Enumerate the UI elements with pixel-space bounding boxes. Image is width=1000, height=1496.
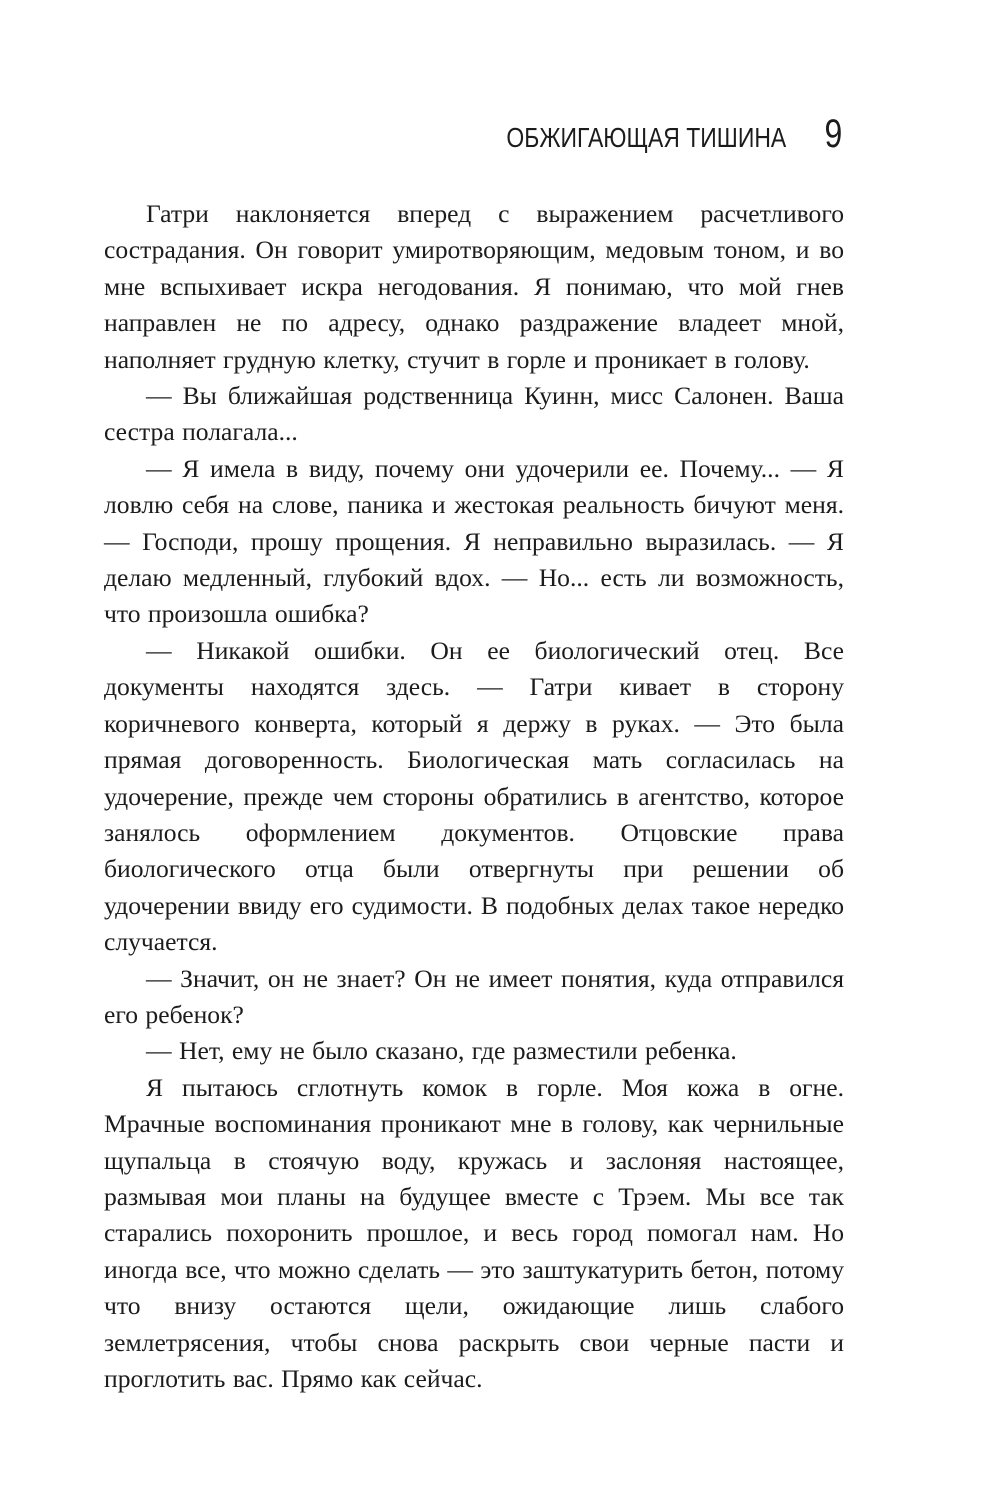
paragraph: Я пытаюсь сглотнуть комок в горле. Моя кожа в огне. Мрачные воспоминания проникают мне в голову, как чернильные щупальца в стоячую воду, кружась и заслоняя настоящее, размывая мои планы на будущее вместе с Трэем. Мы все так старались похоронить прошлое, и весь город помогал нам. Но иногда все, что можно сделать — это заштукатурить бетон, потому что внизу остаются щели, ожидающие лишь слабого землетрясения, чтобы снова раскрыть свои черные пасти и проглотить вас. Прямо как сейчас. [104,1072,844,1393]
paragraph: Гатри наклоняется вперед с выражением расчетливого сострадания. Он говорит умиротворяющим, медовым тоном, и во мне вспыхивает искра негодования. Я понимаю, что мой гнев направлен не по адресу, однако раздражение владеет мной, наполняет грудную клетку, стучит в горле и проникает в голову. [104,199,844,374]
paragraph: — Я имела в виду, почему они удочерили ее. Почему... — Я ловлю себя на слове, паника и жестокая реальность бичуют меня. — Господи, прошу прощения. Я неправильно выразилась. — Я делаю медленный, глубокий вдох. — Но... есть ли возможность, что произошла ошибка? [104,453,844,629]
body-text [104,196,844,1397]
paragraph: — Значит, он не знает? Он не имеет понятия, куда отправился его ребенок? [104,963,844,1029]
paragraph: — Никакой ошибки. Он ее биологический отец. Все документы находятся здесь. — Гатри кивает в сторону коричневого конверта, который я держу в руках. — Это была прямая договоренность. Биологическая мать согласилась на удочерение, прежде чем стороны обратились в агентство, которое занялось оформлением документов. Отцовские права биологического отца были отвергнуты при решении об удочерении ввиду его судимости. В подобных делах такое нередко случается. [104,635,844,957]
paragraph: — Вы ближайшая родственница Куинн, мисс Салонен. Ваша сестра полагала... [104,381,844,447]
page-number: 9 [824,112,842,156]
running-header [445,112,842,172]
paragraph: — Нет, ему не было сказано, где разместили ребенка. [146,1036,737,1066]
running-title: ОБЖИГАЮЩАЯ ТИШИНА [505,122,786,153]
